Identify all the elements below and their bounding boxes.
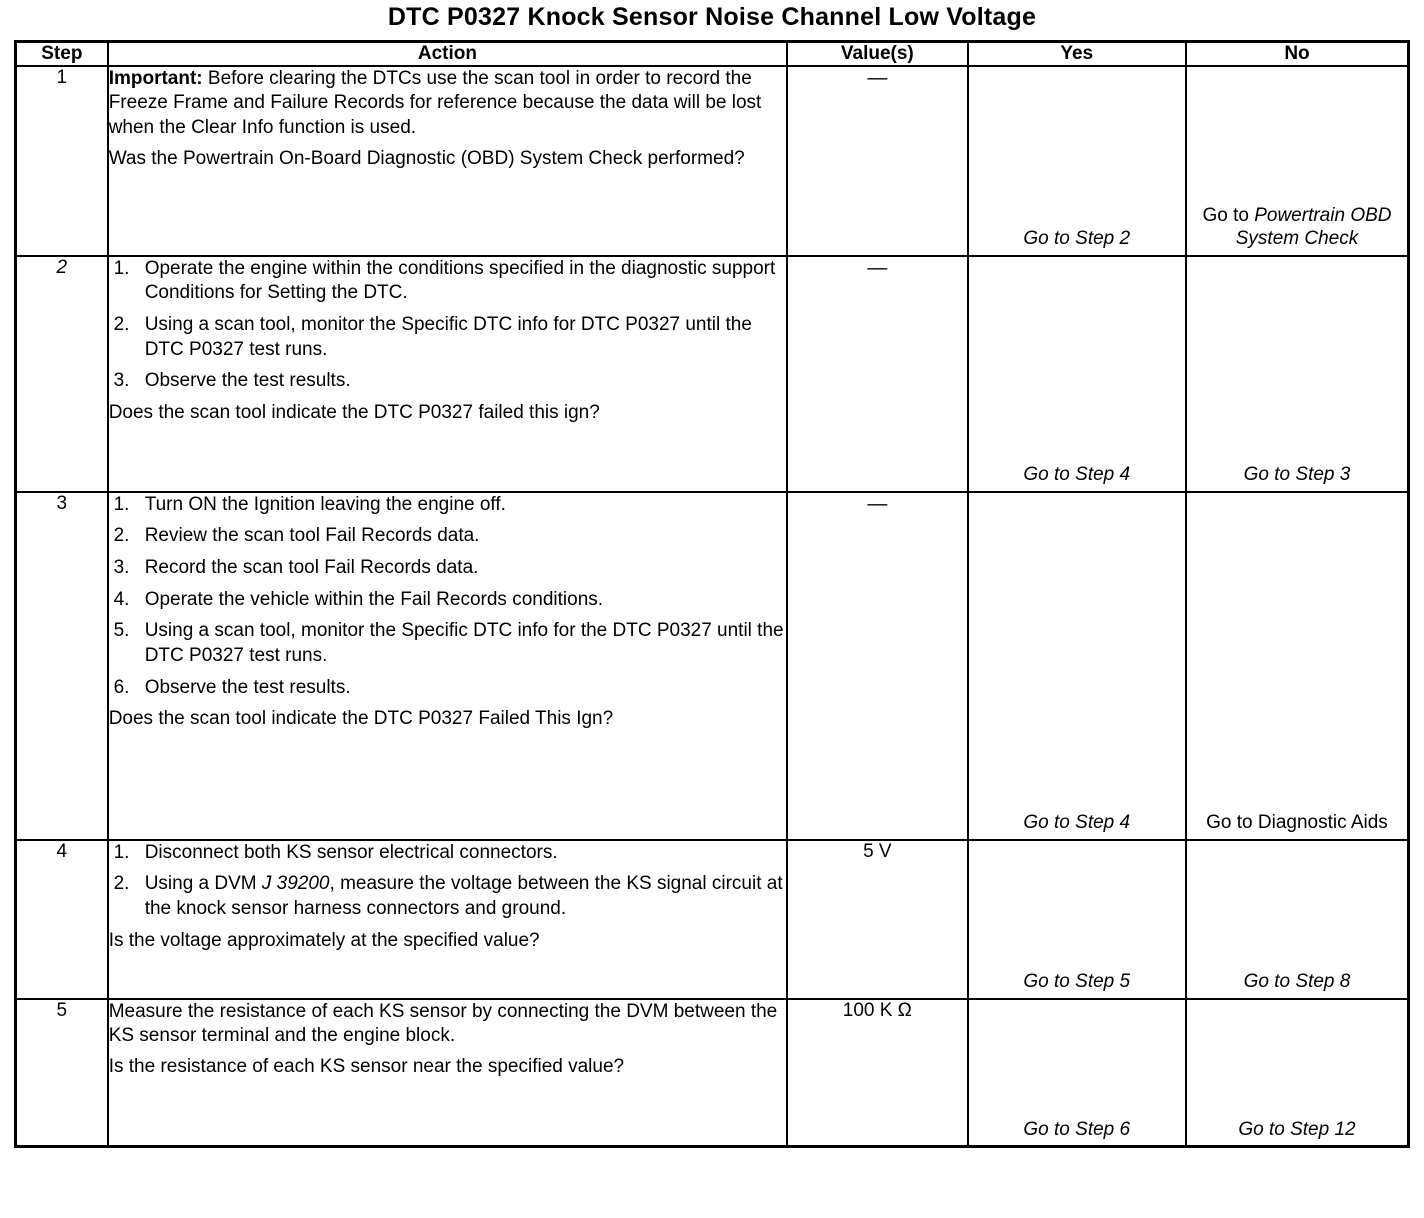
step-action bbox=[108, 256, 787, 492]
list-item: 5. Using a scan tool, monitor the Specific DTC info for the DTC P0327 until the DTC P0327 test runs. bbox=[135, 619, 786, 668]
tool-reference: J 39200 bbox=[261, 873, 330, 895]
step-yes-branch bbox=[968, 840, 1186, 999]
step-no-branch bbox=[1186, 492, 1409, 840]
no-branch-text bbox=[1187, 204, 1407, 250]
no-branch-text: Go to Diagnostic Aids bbox=[1206, 812, 1388, 834]
step-value: 5 V bbox=[787, 840, 967, 999]
step-number: 5 bbox=[16, 999, 108, 1147]
no-branch-text: Go to Step 3 bbox=[1243, 464, 1351, 486]
column-header-yes: Yes bbox=[968, 41, 1186, 66]
no-branch-text: Go to Step 8 bbox=[1243, 971, 1351, 993]
step-value: — bbox=[787, 492, 967, 840]
yes-branch-text: Go to Step 5 bbox=[1023, 971, 1131, 993]
step-question: Does the scan tool indicate the DTC P0327 failed this ign? bbox=[108, 401, 600, 423]
list-item bbox=[135, 872, 786, 921]
column-header-no: No bbox=[1186, 41, 1409, 66]
step-question: Is the resistance of each KS sensor near the specified value? bbox=[108, 1055, 625, 1077]
step-number: 1 bbox=[16, 66, 108, 256]
step-no-branch bbox=[1186, 66, 1409, 256]
step-value: — bbox=[787, 256, 967, 492]
step-action bbox=[108, 999, 787, 1147]
step-question: Does the scan tool indicate the DTC P0327 Failed This Ign? bbox=[108, 708, 614, 730]
yes-branch-text: Go to Step 6 bbox=[1023, 1118, 1131, 1140]
step-yes-branch bbox=[968, 999, 1186, 1147]
important-label: Important: bbox=[108, 67, 203, 89]
list-item: 3. Record the scan tool Fail Records data. bbox=[135, 556, 786, 581]
step-yes-branch bbox=[968, 256, 1186, 492]
document-page bbox=[0, 4, 1424, 1218]
step-action bbox=[108, 66, 787, 256]
step-yes-branch bbox=[968, 492, 1186, 840]
table-row bbox=[16, 999, 1409, 1147]
step-no-branch bbox=[1186, 999, 1409, 1147]
step-number: 4 bbox=[16, 840, 108, 999]
yes-branch-text: Go to Step 2 bbox=[1023, 228, 1131, 250]
column-header-action: Action bbox=[108, 41, 787, 66]
step-action bbox=[108, 492, 787, 840]
step-number: 2 bbox=[16, 256, 108, 492]
list-item-part: Using a DVM bbox=[144, 873, 262, 895]
no-branch-target: Powertrain OBD System Check bbox=[1235, 205, 1392, 250]
list-item: 3. Observe the test results. bbox=[135, 369, 786, 394]
step-no-branch bbox=[1186, 840, 1409, 999]
no-branch-prefix: Go to bbox=[1202, 205, 1255, 227]
step-value: — bbox=[787, 66, 967, 256]
table-row bbox=[16, 840, 1409, 999]
step-question: Was the Powertrain On-Board Diagnostic (OBD) System Check performed? bbox=[108, 147, 745, 169]
table-row bbox=[16, 492, 1409, 840]
step-value: 100 K Ω bbox=[787, 999, 967, 1147]
step-item-list bbox=[109, 493, 786, 701]
yes-branch-text: Go to Step 4 bbox=[1023, 812, 1131, 834]
list-item-part: , measure the voltage between the KS signal circuit at the knock sensor harness connectors and ground. bbox=[144, 873, 783, 919]
page-title: DTC P0327 Knock Sensor Noise Channel Low Voltage bbox=[387, 3, 1037, 31]
step-lead-text: Measure the resistance of each KS sensor by connecting the DVM between the KS sensor terminal and the engine block. bbox=[108, 1000, 778, 1047]
step-yes-branch bbox=[968, 66, 1186, 256]
list-item: 2. Using a scan tool, monitor the Specific DTC info for DTC P0327 until the DTC P0327 test runs. bbox=[135, 313, 786, 362]
list-item: 1. Turn ON the Ignition leaving the engine off. bbox=[135, 493, 786, 518]
step-number: 3 bbox=[16, 492, 108, 840]
table-header-row bbox=[16, 41, 1409, 66]
column-header-step: Step bbox=[16, 41, 108, 66]
list-item: 1. Operate the engine within the conditions specified in the diagnostic support Conditions for Setting the DTC. bbox=[135, 257, 786, 306]
column-header-value: Value(s) bbox=[787, 41, 967, 66]
diagnostic-table bbox=[14, 40, 1410, 1149]
table-row bbox=[16, 66, 1409, 256]
step-item-list bbox=[109, 257, 786, 394]
step-item-list bbox=[109, 841, 786, 922]
important-note bbox=[109, 67, 786, 141]
list-item: 6. Observe the test results. bbox=[135, 676, 786, 701]
table-row bbox=[16, 256, 1409, 492]
step-no-branch bbox=[1186, 256, 1409, 492]
step-action bbox=[108, 840, 787, 999]
step-question: Is the voltage approximately at the specified value? bbox=[108, 929, 540, 951]
list-item: 2. Review the scan tool Fail Records data. bbox=[135, 524, 786, 549]
list-item: 4. Operate the vehicle within the Fail Records conditions. bbox=[135, 588, 786, 613]
important-text: Before clearing the DTCs use the scan tool in order to record the Freeze Frame and Failure Records for reference because the data will be lost when the Clear Info function is used. bbox=[108, 67, 762, 138]
list-item: 1. Disconnect both KS sensor electrical connectors. bbox=[135, 841, 786, 866]
no-branch-text: Go to Step 12 bbox=[1238, 1118, 1356, 1140]
yes-branch-text: Go to Step 4 bbox=[1023, 464, 1131, 486]
